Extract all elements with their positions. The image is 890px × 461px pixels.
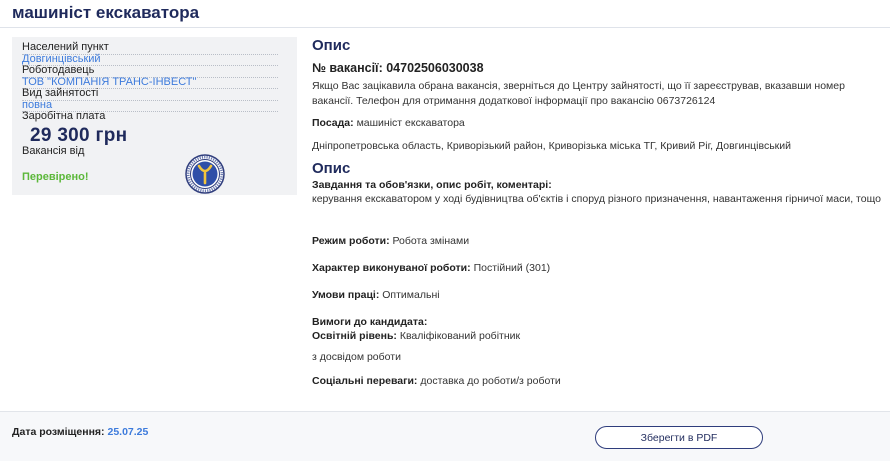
position-value: машиніст екскаватора xyxy=(356,117,465,129)
duties-value: керування екскаватором у ході будівництва об'єктів і споруд різного призначення, навантаження гірничої маси, тощо xyxy=(312,193,881,205)
salary-label: Заробітна плата xyxy=(22,110,106,122)
requirements-label: Вимоги до кандидата: xyxy=(312,316,428,328)
work-nature-row xyxy=(312,261,550,276)
employer-label: Роботодавець xyxy=(22,64,95,76)
locality-label: Населений пункт xyxy=(22,41,109,53)
publish-date-label: Дата розміщення: xyxy=(12,426,105,438)
save-pdf-button[interactable]: Зберегти в PDF xyxy=(595,426,763,449)
vacancy-summary-panel xyxy=(12,37,297,195)
position-label: Посада: xyxy=(312,117,354,129)
benefits-value: доставка до роботи/з роботи xyxy=(420,375,561,387)
location-text: Дніпропетровська область, Криворізький район, Криворізька міська ТГ, Кривий Ріг, Довгинцівський xyxy=(312,140,792,152)
divider xyxy=(22,100,278,101)
employment-center-seal-icon xyxy=(185,154,225,194)
verified-badge: Перевірено! xyxy=(22,171,89,183)
vacancy-number: № вакансії: 04702506030038 xyxy=(312,61,484,75)
contact-info-text: Якщо Вас зацікавила обрана вакансія, зверніться до Центру зайнятості, що її зареєстрував, вказавши номер вакансії. Телефон для отримання додаткової інформації про вакансію 0673726124 xyxy=(312,80,845,107)
education-value: Кваліфікований робітник xyxy=(399,330,521,342)
education-row xyxy=(312,329,520,344)
employment-value: повна xyxy=(22,99,53,111)
employer-link[interactable]: ТОВ "КОМПАНІЯ ТРАНС-ІНВЕСТ" xyxy=(22,76,197,88)
experience-text: з досвідом роботи xyxy=(312,351,401,363)
benefits-row xyxy=(312,374,561,389)
section-heading-description-2: Опис xyxy=(312,160,351,177)
publish-date-value: 25.07.25 xyxy=(107,426,149,438)
duties-label: Завдання та обов'язки, опис робіт, коментарі: xyxy=(312,179,552,191)
education-label: Освітній рівень: xyxy=(312,330,397,342)
locality-value: Довгинцівський xyxy=(22,53,101,65)
section-heading-description: Опис xyxy=(312,37,351,54)
salary-value: 29 300 грн xyxy=(30,125,128,146)
conditions-label: Умови праці: xyxy=(312,289,380,301)
conditions-value: Оптимальні xyxy=(382,289,440,301)
vacancy-from-label: Вакансія від xyxy=(22,145,85,157)
employment-label: Вид зайнятості xyxy=(22,87,99,99)
work-nature-label: Характер виконуваної роботи: xyxy=(312,262,471,274)
work-mode-value: Робота змінами xyxy=(392,235,470,247)
benefits-label: Соціальні переваги: xyxy=(312,375,418,387)
title-divider xyxy=(0,27,890,28)
position-row xyxy=(312,116,465,131)
work-mode-row xyxy=(312,234,469,249)
work-nature-value: Постійний (301) xyxy=(473,262,551,274)
work-mode-label: Режим роботи: xyxy=(312,235,390,247)
page-title: машиніст екскаватора xyxy=(12,3,200,22)
publish-date xyxy=(12,426,148,438)
conditions-row xyxy=(312,288,440,303)
